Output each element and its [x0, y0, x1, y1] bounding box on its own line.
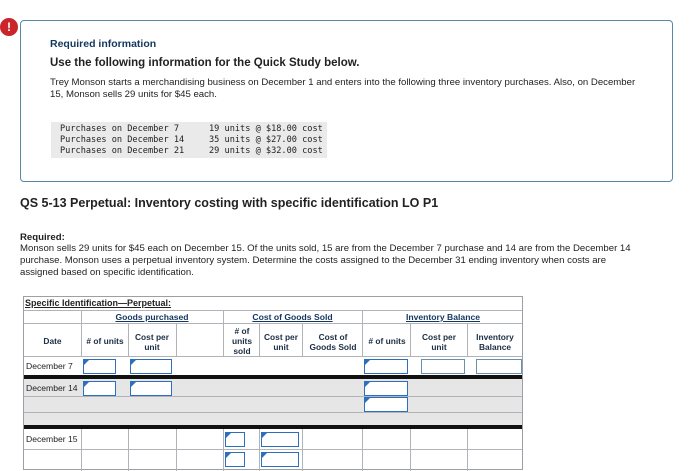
- cogs-cost-per-unit-header: Cost per unit: [264, 332, 298, 352]
- units-sold-header: # of units sold: [231, 326, 252, 356]
- balance-cost-per-unit-header: Cost per unit: [422, 332, 456, 352]
- dec15-units-sold-b-input[interactable]: [225, 452, 245, 467]
- required-information-heading: Required information: [50, 38, 157, 50]
- dec7-purchased-units-input[interactable]: [83, 359, 116, 374]
- purchased-units-header: # of units: [86, 336, 124, 346]
- dec7-balance-units-input[interactable]: [364, 359, 408, 374]
- purchase-detail: 29 units @ $32.00 cost: [209, 146, 323, 156]
- dec15-units-sold-input[interactable]: [225, 432, 245, 447]
- instructions-heading: Use the following information for the Quick Study below.: [50, 57, 360, 69]
- cost-of-goods-sold-header: Cost of Goods Sold: [252, 312, 333, 322]
- dec14-purchased-cost-input[interactable]: [130, 381, 172, 396]
- required-information-panel: [20, 20, 673, 182]
- required-label: Required:: [20, 232, 65, 243]
- inventory-worksheet: [23, 296, 523, 470]
- purchased-cost-per-unit-header: Cost per unit: [135, 332, 169, 352]
- balance-units-header: # of units: [368, 336, 406, 346]
- inventory-balance-header: Inventory Balance: [405, 312, 481, 322]
- alert-icon: !: [0, 18, 18, 36]
- required-text: Monson sells 29 units for $45 each on December 15. Of the units sold, 15 are from the December 7 purchase and 14 are from the December 14 purchase. Monson uses a perpetual inventory system. Determine the costs assigned to the December 31 ending inventory when costs are assigned based on specific identification.: [20, 243, 631, 278]
- date-column-header: Date: [43, 336, 62, 346]
- date-december-15: December 15: [26, 434, 78, 444]
- dec14-balance-units-a-input[interactable]: [364, 381, 408, 396]
- purchase-detail: 35 units @ $27.00 cost: [209, 135, 323, 145]
- purchase-label: Purchases on December 21: [60, 146, 185, 156]
- worksheet-caption: Specific Identification—Perpetual:: [25, 298, 172, 308]
- inventory-balance-column-header: Inventory Balance: [476, 332, 514, 352]
- dec14-balance-units-b-input[interactable]: [364, 397, 408, 412]
- dec15-cogs-cost-b-input[interactable]: [261, 452, 299, 467]
- dec15-cogs-cost-input[interactable]: [261, 432, 299, 447]
- dec14-purchased-units-input[interactable]: [83, 381, 116, 396]
- cost-of-goods-sold-column-header: Cost of Goods Sold: [309, 332, 357, 352]
- dec7-purchased-cost-input[interactable]: [130, 359, 172, 374]
- dec7-balance-cost-input[interactable]: [421, 359, 465, 374]
- date-december-7: December 7: [26, 361, 73, 371]
- date-december-14: December 14: [26, 383, 78, 393]
- goods-purchased-header: Goods purchased: [115, 312, 189, 322]
- purchase-detail: 19 units @ $18.00 cost: [209, 124, 323, 134]
- intro-text: Trey Monson starts a merchandising business on December 1 and enters into the following three inventory purchases. Also, on December 15, Monson sells 29 units for $45 each.: [50, 77, 636, 100]
- purchase-label: Purchases on December 7: [60, 124, 179, 134]
- purchase-label: Purchases on December 14: [60, 135, 185, 145]
- dec7-balance-total-input[interactable]: [476, 359, 522, 374]
- question-title: QS 5-13 Perpetual: Inventory costing with specific identification LO P1: [20, 196, 439, 210]
- purchases-block: [51, 122, 327, 158]
